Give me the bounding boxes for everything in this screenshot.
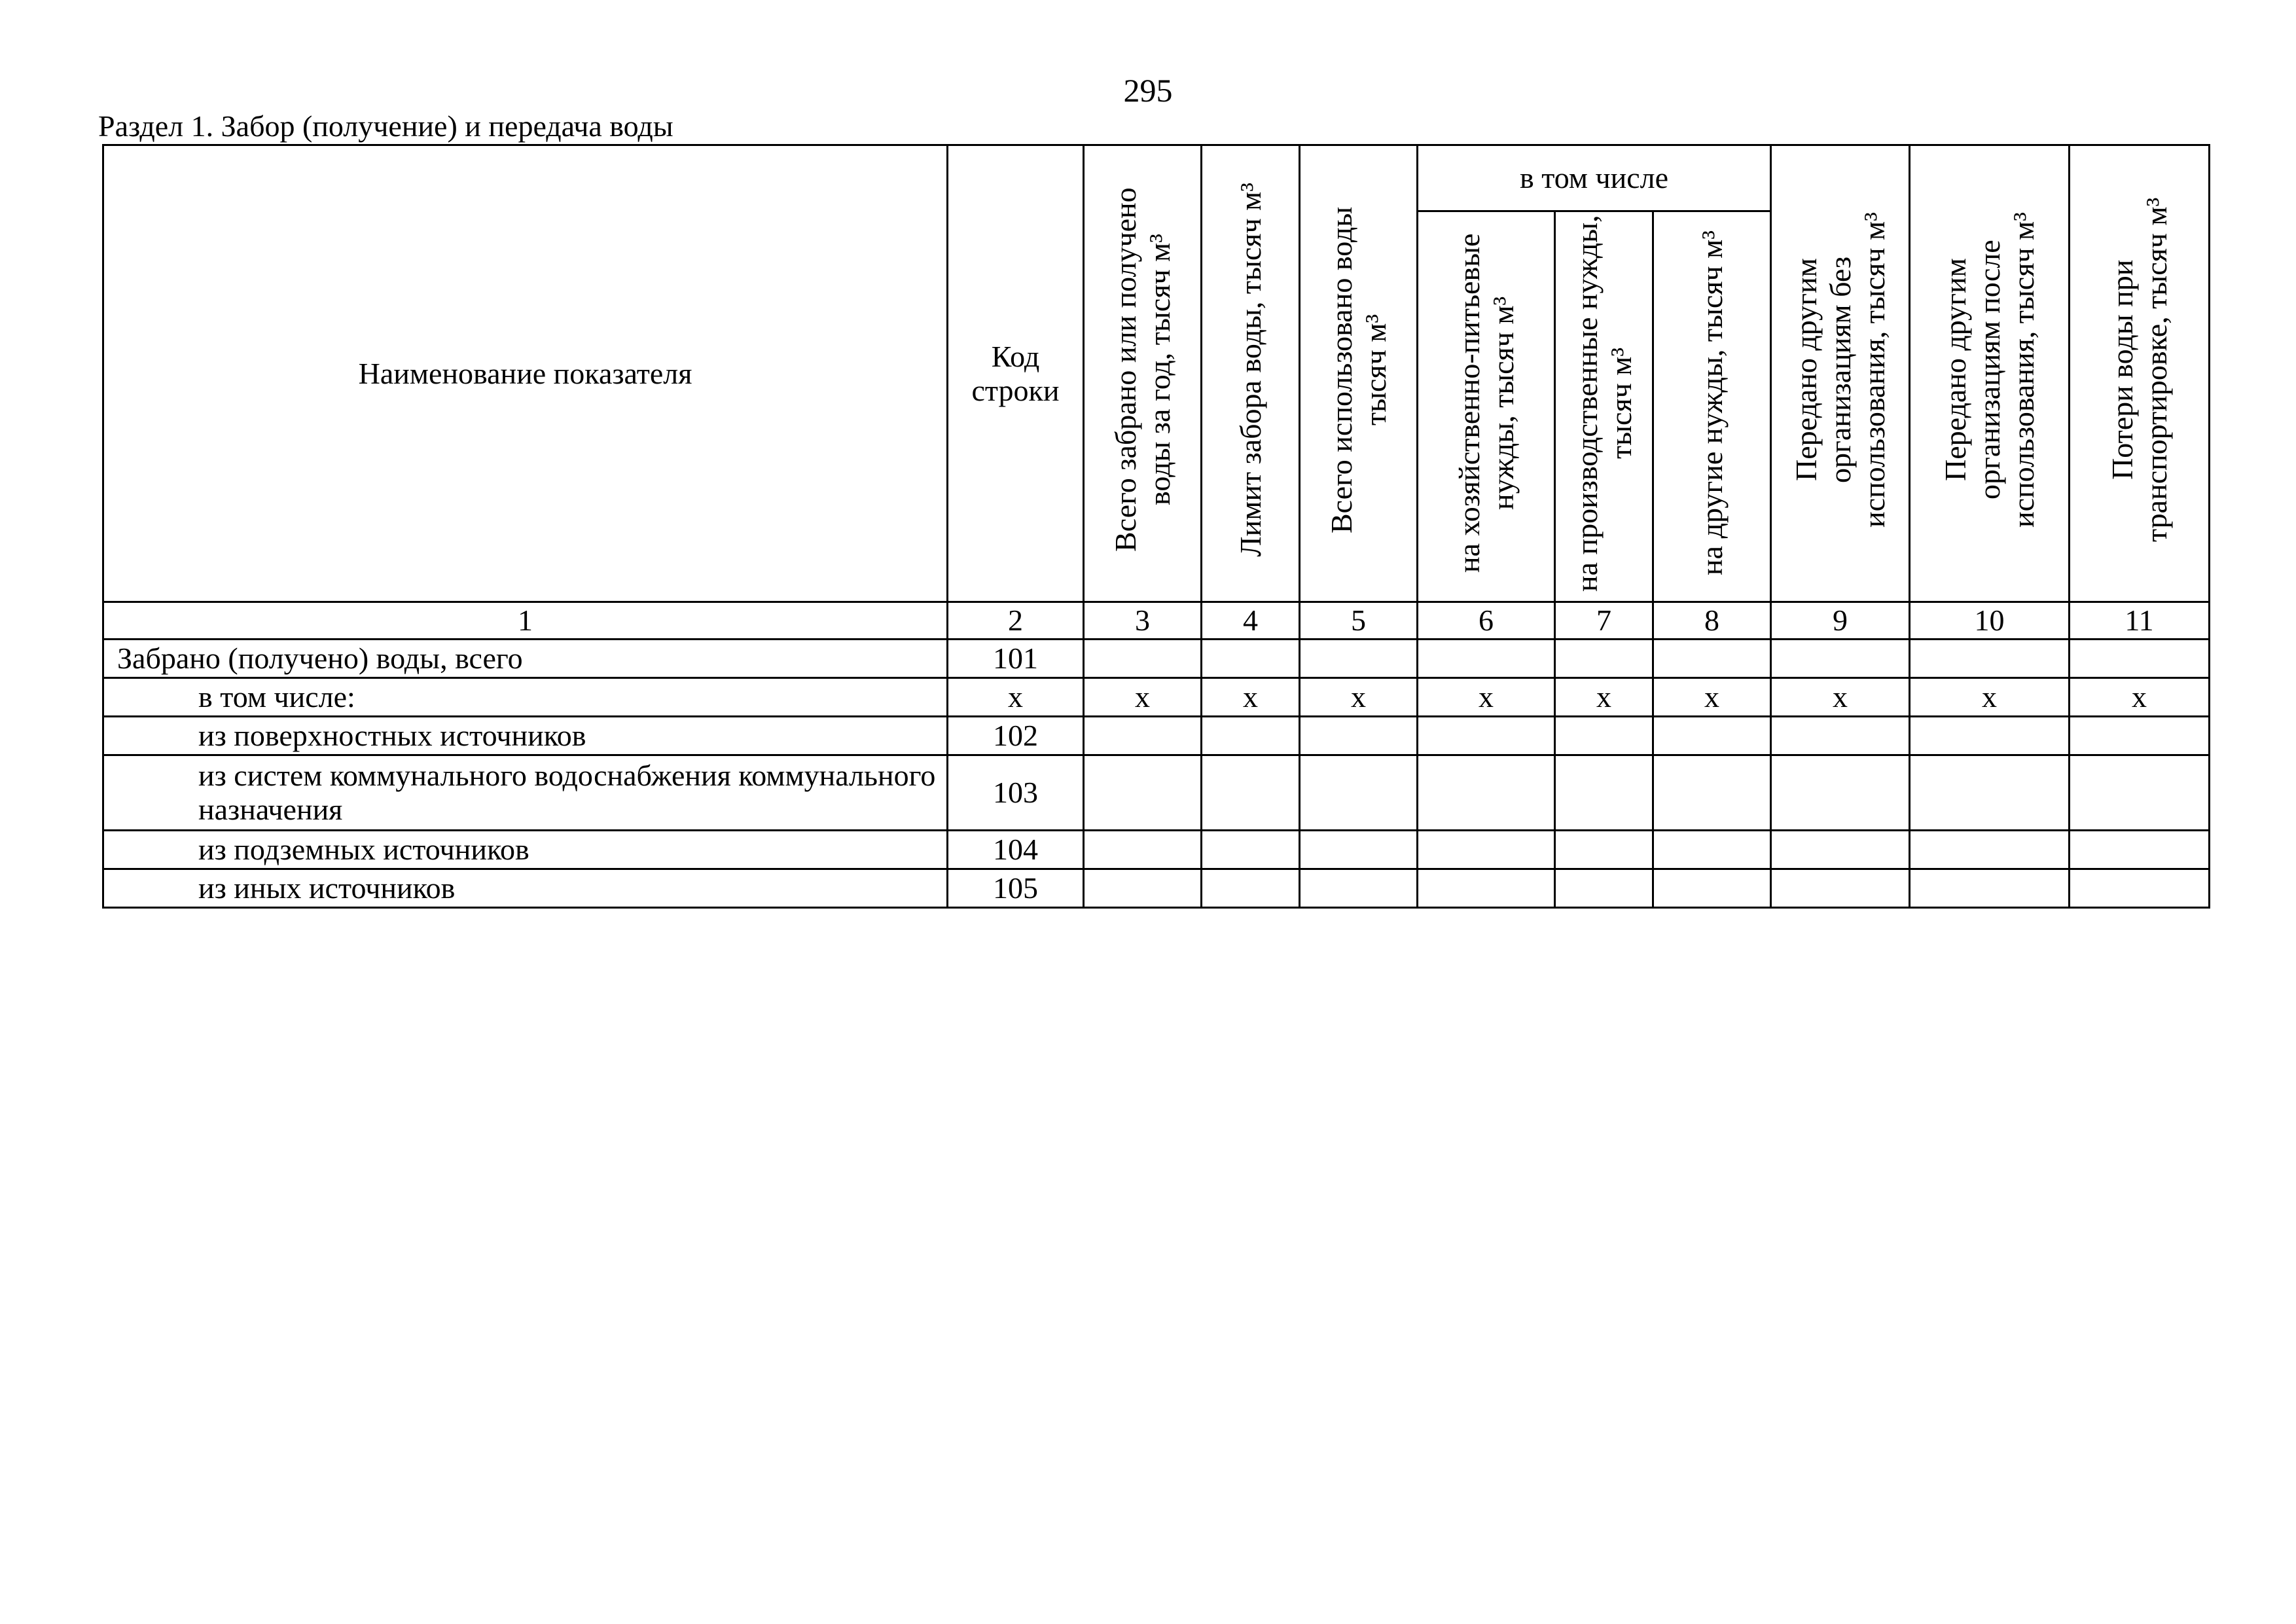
- data-cell[interactable]: [1418, 755, 1555, 831]
- data-cell[interactable]: [1653, 717, 1771, 755]
- section-title: Раздел 1. Забор (получение) и передача воды: [98, 109, 673, 143]
- row-name: из иных источников: [103, 869, 948, 908]
- header-col4: [1202, 145, 1300, 602]
- column-number: 11: [2070, 602, 2210, 640]
- header-col7: [1555, 211, 1653, 602]
- data-cell[interactable]: [2070, 717, 2210, 755]
- data-cell[interactable]: [2070, 640, 2210, 678]
- data-cell[interactable]: [1910, 831, 2070, 869]
- data-cell[interactable]: [2070, 831, 2210, 869]
- column-number: 10: [1910, 602, 2070, 640]
- data-cell[interactable]: х: [1555, 678, 1653, 717]
- header-col11: [2070, 145, 2210, 602]
- header-col5-text: Всего использовано воды тысяч м³: [1324, 206, 1392, 533]
- data-cell[interactable]: [1300, 831, 1418, 869]
- row-code: 105: [948, 869, 1084, 908]
- data-cell[interactable]: [1300, 869, 1418, 908]
- data-cell[interactable]: [1418, 869, 1555, 908]
- row-name: из систем коммунального водоснабжения коммунального назначения: [103, 755, 948, 831]
- data-cell[interactable]: [1555, 755, 1653, 831]
- header-code: Код строки: [948, 145, 1084, 602]
- row-code: х: [948, 678, 1084, 717]
- water-intake-table: [102, 144, 2210, 909]
- header-col5: [1300, 145, 1418, 602]
- column-number: 1: [103, 602, 948, 640]
- data-cell[interactable]: [1202, 869, 1300, 908]
- header-col3: [1084, 145, 1202, 602]
- data-cell[interactable]: х: [1771, 678, 1910, 717]
- data-cell[interactable]: [1653, 755, 1771, 831]
- data-cell[interactable]: [1084, 640, 1202, 678]
- header-col4-text: Лимит забора воды, тысяч м³: [1233, 183, 1267, 557]
- data-cell[interactable]: [1771, 640, 1910, 678]
- data-cell[interactable]: х: [1202, 678, 1300, 717]
- table-body: [103, 640, 2210, 908]
- header-col10-text: Передано другим организациям после использования, тысяч м³: [1938, 212, 2040, 528]
- data-cell[interactable]: [1300, 640, 1418, 678]
- data-cell[interactable]: [1202, 831, 1300, 869]
- table-row: [103, 640, 2210, 678]
- header-col3-text: Всего забрано или получено воды за год, тысяч м³: [1108, 187, 1176, 552]
- column-number: 5: [1300, 602, 1418, 640]
- header-col6: [1418, 211, 1555, 602]
- row-code: 102: [948, 717, 1084, 755]
- data-cell[interactable]: х: [1653, 678, 1771, 717]
- page-number: 295: [1123, 72, 1173, 109]
- column-number: 9: [1771, 602, 1910, 640]
- data-cell[interactable]: х: [1910, 678, 2070, 717]
- table-row: [103, 755, 2210, 831]
- row-code: 101: [948, 640, 1084, 678]
- column-number: 2: [948, 602, 1084, 640]
- header-group: в том числе: [1418, 145, 1771, 211]
- header-col8-text: на другие нужды, тысяч м³: [1695, 230, 1729, 575]
- data-cell[interactable]: х: [1300, 678, 1418, 717]
- header-col11-text: Потери воды при транспортировке, тысяч м³: [2105, 197, 2173, 543]
- data-cell[interactable]: [1555, 717, 1653, 755]
- column-number: 6: [1418, 602, 1555, 640]
- data-cell[interactable]: [1555, 831, 1653, 869]
- data-cell[interactable]: [1910, 755, 2070, 831]
- row-code: 104: [948, 831, 1084, 869]
- table-row: [103, 717, 2210, 755]
- data-cell[interactable]: [1910, 717, 2070, 755]
- table-row: [103, 678, 2210, 717]
- data-cell[interactable]: [1771, 869, 1910, 908]
- data-cell[interactable]: [1910, 869, 2070, 908]
- header-name: Наименование показателя: [103, 145, 948, 602]
- data-cell[interactable]: [1418, 831, 1555, 869]
- data-cell[interactable]: [1653, 640, 1771, 678]
- data-cell[interactable]: [2070, 755, 2210, 831]
- header-col9-text: Передано другим организациям без использования, тысяч м³: [1789, 212, 1891, 528]
- data-cell[interactable]: [1771, 717, 1910, 755]
- row-name: из поверхностных источников: [103, 717, 948, 755]
- data-cell[interactable]: [1418, 640, 1555, 678]
- header-col10: [1910, 145, 2070, 602]
- header-col6-text: на хозяйственно-питьевые нужды, тысяч м³: [1452, 233, 1520, 573]
- column-number-row: [103, 602, 2210, 640]
- row-code: 103: [948, 755, 1084, 831]
- data-cell[interactable]: [1202, 640, 1300, 678]
- data-cell[interactable]: [1084, 755, 1202, 831]
- header-col7-text: на производственные нужды, тысяч м³: [1570, 214, 1638, 592]
- data-cell[interactable]: [1653, 831, 1771, 869]
- data-cell[interactable]: [1910, 640, 2070, 678]
- column-number: 4: [1202, 602, 1300, 640]
- data-cell[interactable]: [1418, 717, 1555, 755]
- data-cell[interactable]: [1300, 717, 1418, 755]
- header-col8: [1653, 211, 1771, 602]
- data-cell[interactable]: [2070, 869, 2210, 908]
- table-row: [103, 831, 2210, 869]
- data-cell[interactable]: [1202, 717, 1300, 755]
- data-cell[interactable]: [1084, 831, 1202, 869]
- data-cell[interactable]: [1202, 755, 1300, 831]
- header-col9: [1771, 145, 1910, 602]
- table-row: [103, 869, 2210, 908]
- row-name: из подземных источников: [103, 831, 948, 869]
- data-cell[interactable]: х: [1418, 678, 1555, 717]
- data-cell[interactable]: х: [2070, 678, 2210, 717]
- data-cell[interactable]: [1653, 869, 1771, 908]
- data-cell[interactable]: [1555, 640, 1653, 678]
- data-cell[interactable]: [1300, 755, 1418, 831]
- row-name: Забрано (получено) воды, всего: [103, 640, 948, 678]
- data-cell[interactable]: [1771, 831, 1910, 869]
- data-cell[interactable]: [1555, 869, 1653, 908]
- column-number: 3: [1084, 602, 1202, 640]
- data-cell[interactable]: [1084, 717, 1202, 755]
- data-cell[interactable]: [1084, 869, 1202, 908]
- row-name: в том числе:: [103, 678, 948, 717]
- data-cell[interactable]: х: [1084, 678, 1202, 717]
- column-number: 8: [1653, 602, 1771, 640]
- column-number: 7: [1555, 602, 1653, 640]
- data-cell[interactable]: [1771, 755, 1910, 831]
